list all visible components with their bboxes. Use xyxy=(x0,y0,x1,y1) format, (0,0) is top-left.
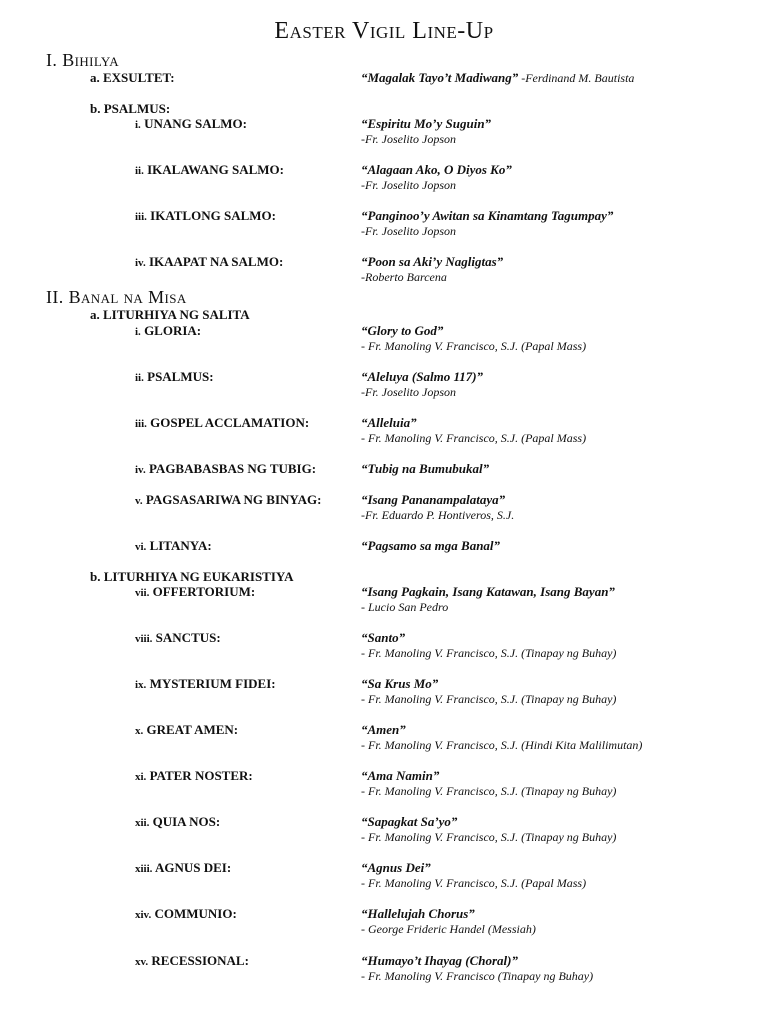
item-number: iii. xyxy=(135,418,147,430)
composer: -Fr. Joselito Jopson xyxy=(361,385,456,399)
item-number: vi. xyxy=(135,541,147,553)
composer: -Ferdinand M. Bautista xyxy=(518,71,635,85)
lineup-item xyxy=(135,369,361,385)
item-number: ix. xyxy=(135,679,147,691)
lineup-item xyxy=(135,768,361,784)
liturhiya-ng-salita-label: a. LITURHIYA NG SALITA xyxy=(90,307,250,322)
item-number: xi. xyxy=(135,771,147,783)
song-title: “Pagsamo sa mga Banal” xyxy=(361,538,501,553)
lineup-item xyxy=(135,461,361,477)
item-label: IKAAPAT NA SALMO: xyxy=(148,254,284,269)
song-title: “Isang Pananampalataya” xyxy=(361,492,506,507)
lineup-item xyxy=(135,208,361,224)
song-title: “Panginoo’y Awitan sa Kinamtang Tagumpay” xyxy=(361,208,614,223)
song-title: “Tubig na Bumubukal” xyxy=(361,461,490,476)
exsultet-song xyxy=(361,70,634,86)
item-number: xiii. xyxy=(135,863,153,875)
song-title: “Santo” xyxy=(361,630,406,645)
song-title: “Alleluia” xyxy=(361,415,417,430)
composer: - Fr. Manoling V. Francisco, S.J. (Tinapay ng Buhay) xyxy=(361,646,617,660)
item-number: ii. xyxy=(135,372,144,384)
lineup-item xyxy=(135,323,361,339)
lineup-item xyxy=(135,722,361,738)
page-title: Easter Vigil Line-Up xyxy=(274,18,494,44)
item-label: MYSTERIUM FIDEI: xyxy=(149,676,276,691)
item-label: GOSPEL ACCLAMATION: xyxy=(150,415,310,430)
lineup-item xyxy=(135,584,361,600)
item-number: i. xyxy=(135,326,141,338)
item-number: i. xyxy=(135,119,141,131)
item-number: iii. xyxy=(135,211,147,223)
item-number: xiv. xyxy=(135,909,152,921)
composer: - George Frideric Handel (Messiah) xyxy=(361,922,536,936)
lineup-item xyxy=(135,953,361,969)
composer: - Lucio San Pedro xyxy=(361,600,449,614)
song-title: “Magalak Tayo’t Madiwang” xyxy=(361,70,519,85)
song-title: “Sapagkat Sa’yo” xyxy=(361,814,458,829)
item-label: PAGSASARIWA NG BINYAG: xyxy=(145,492,322,507)
lineup-item xyxy=(135,630,361,646)
song-title: “Poon sa Aki’y Nagligtas” xyxy=(361,254,504,269)
item-number: xv. xyxy=(135,956,149,968)
song-title: “Agnus Dei” xyxy=(361,860,431,875)
item-label: PSALMUS: xyxy=(147,369,214,384)
item-label: SANCTUS: xyxy=(155,630,221,645)
lineup-item xyxy=(135,254,361,270)
item-label: UNANG SALMO: xyxy=(144,116,247,131)
song-title: “Espiritu Mo’y Suguin” xyxy=(361,116,492,131)
item-number: viii. xyxy=(135,633,153,645)
item-label: RECESSIONAL: xyxy=(151,953,249,968)
song-title: “Hallelujah Chorus” xyxy=(361,906,475,921)
item-label: PAGBABASBAS NG TUBIG: xyxy=(148,461,317,476)
item-number: v. xyxy=(135,495,143,507)
composer: -Fr. Eduardo P. Hontiveros, S.J. xyxy=(361,508,515,522)
item-label: COMMUNIO: xyxy=(154,906,237,921)
psalmus-label: b. PSALMUS: xyxy=(90,101,171,116)
item-number: iv. xyxy=(135,464,146,476)
composer: - Fr. Manoling V. Francisco, S.J. (Tinapay ng Buhay) xyxy=(361,830,617,844)
item-label: PATER NOSTER: xyxy=(149,768,253,783)
composer: - Fr. Manoling V. Francisco, S.J. (Papal Mass) xyxy=(361,431,587,445)
song-title: “Ama Namin” xyxy=(361,768,440,783)
composer: - Fr. Manoling V. Francisco, S.J. (Papal Mass) xyxy=(361,876,587,890)
item-label: GLORIA: xyxy=(144,323,202,338)
item-label: AGNUS DEI: xyxy=(154,860,232,875)
song-title: “Sa Krus Mo” xyxy=(361,676,439,691)
composer: - Fr. Manoling V. Francisco, S.J. (Tinapay ng Buhay) xyxy=(361,692,617,706)
composer: - Fr. Manoling V. Francisco, S.J. (Tinapay ng Buhay) xyxy=(361,784,617,798)
composer: -Fr. Joselito Jopson xyxy=(361,178,456,192)
section-heading-banal-na-misa: II. Banal na Misa xyxy=(46,287,187,307)
composer: -Fr. Joselito Jopson xyxy=(361,224,456,238)
song-title: “Humayo’t Ihayag (Choral)” xyxy=(361,953,518,968)
lineup-item xyxy=(135,676,361,692)
item-label: LITANYA: xyxy=(149,538,212,553)
lineup-item xyxy=(135,492,361,508)
song-title: “Aleluya (Salmo 117)” xyxy=(361,369,484,384)
lineup-item xyxy=(135,860,361,876)
lineup-item xyxy=(135,116,361,132)
composer: - Fr. Manoling V. Francisco, S.J. (Papal Mass) xyxy=(361,339,587,353)
song-title: “Alagaan Ako, O Diyos Ko” xyxy=(361,162,512,177)
item-label: IKATLONG SALMO: xyxy=(150,208,276,223)
song-title: “Glory to God” xyxy=(361,323,444,338)
composer: - Fr. Manoling V. Francisco, S.J. (Hindi Kita Malilimutan) xyxy=(361,738,643,752)
lineup-item xyxy=(135,538,361,554)
liturhiya-ng-eukaristiya-label: b. LITURHIYA NG EUKARISTIYA xyxy=(90,569,294,584)
composer: -Fr. Joselito Jopson xyxy=(361,132,456,146)
lineup-item xyxy=(135,415,361,431)
item-label: QUIA NOS: xyxy=(152,814,221,829)
exsultet-label: a. EXSULTET: xyxy=(90,70,175,85)
item-number: vii. xyxy=(135,587,150,599)
lineup-item xyxy=(135,814,361,830)
lineup-item xyxy=(135,162,361,178)
item-label: IKALAWANG SALMO: xyxy=(147,162,284,177)
composer: - Fr. Manoling V. Francisco (Tinapay ng Buhay) xyxy=(361,969,594,983)
composer: -Roberto Barcena xyxy=(361,270,447,284)
item-number: ii. xyxy=(135,165,144,177)
item-label: OFFERTORIUM: xyxy=(152,584,256,599)
item-number: xii. xyxy=(135,817,150,829)
song-title: “Amen” xyxy=(361,722,406,737)
song-title: “Isang Pagkain, Isang Katawan, Isang Bayan” xyxy=(361,584,615,599)
item-number: iv. xyxy=(135,257,146,269)
item-label: GREAT AMEN: xyxy=(146,722,239,737)
section-heading-bihilya: I. Bihilya xyxy=(46,50,120,70)
item-number: x. xyxy=(135,725,144,737)
lineup-item xyxy=(135,906,361,922)
